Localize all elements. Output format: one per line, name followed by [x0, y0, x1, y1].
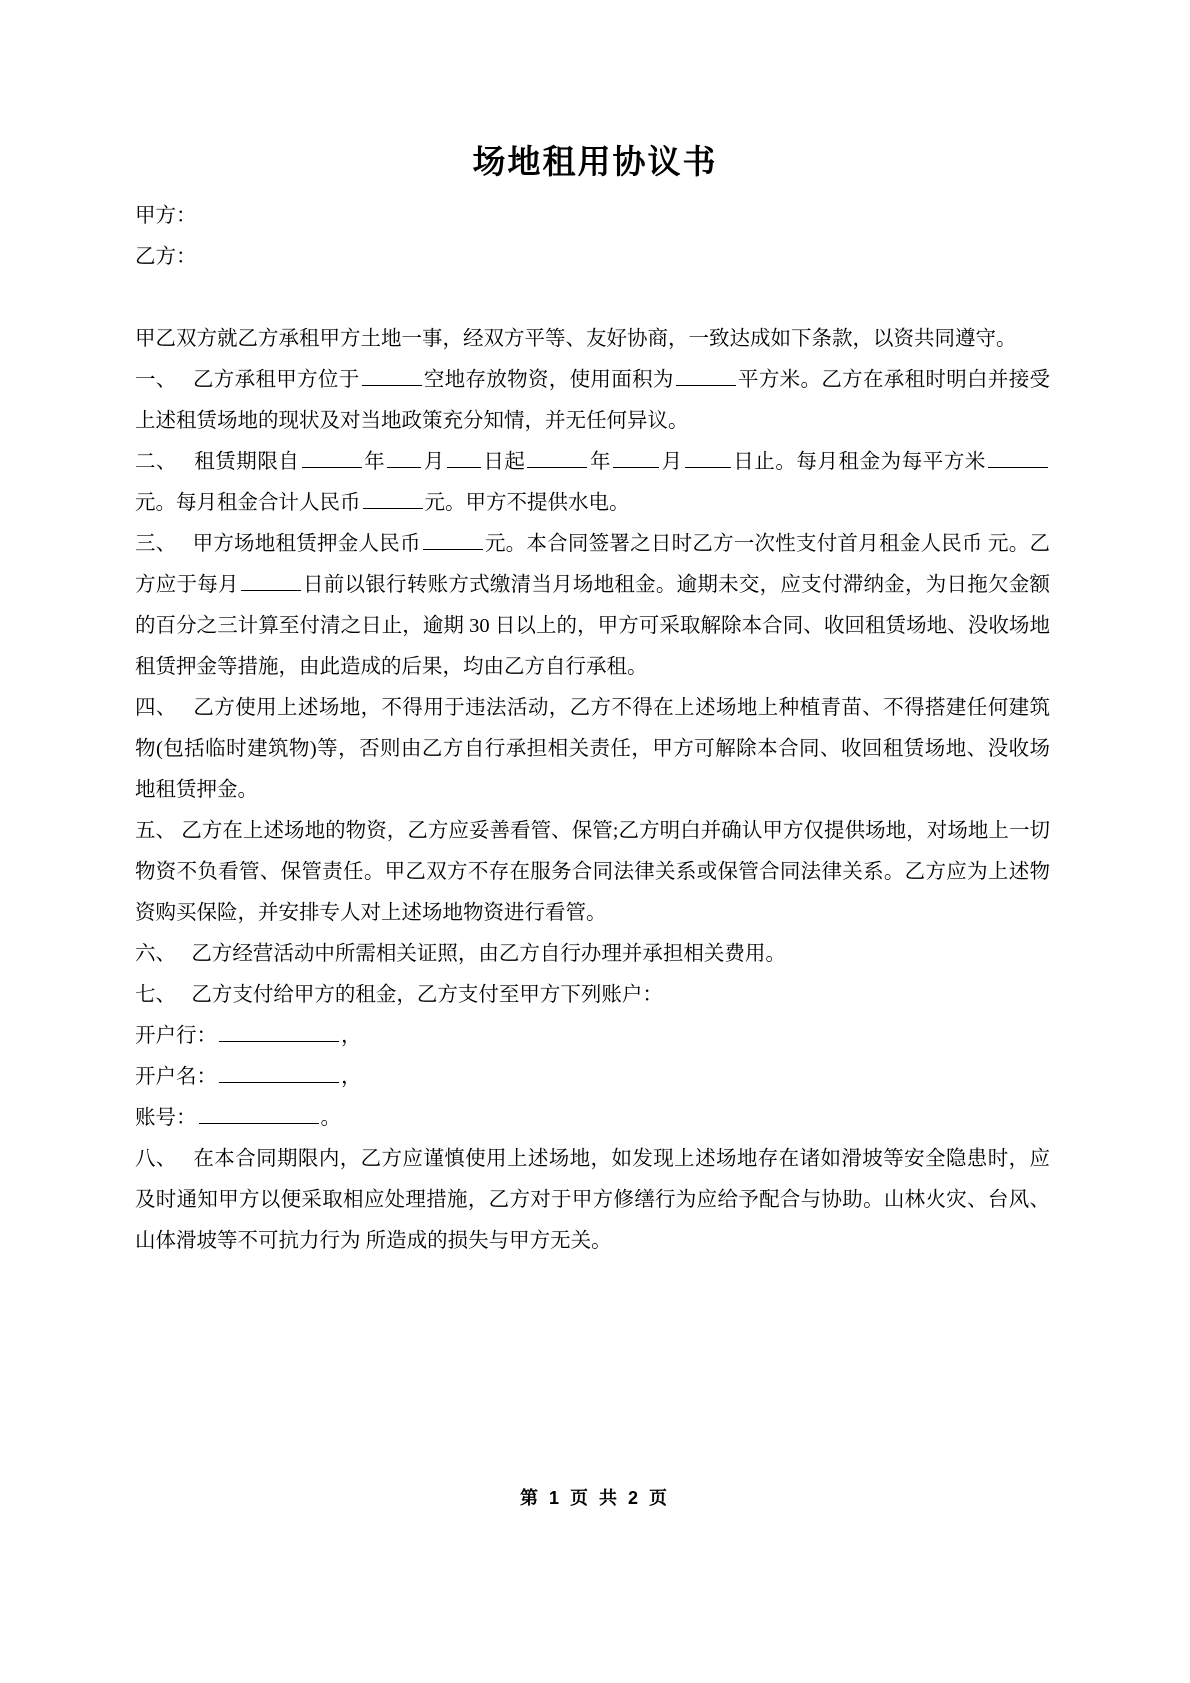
clause-six-text: 乙方经营活动中所需相关证照，由乙方自行办理并承担相关费用。	[191, 943, 786, 965]
fill-blank-total-rent[interactable]	[363, 488, 423, 509]
fill-blank-end-month[interactable]	[613, 447, 659, 468]
clause-one-text-2: 空地存放物资，使用面积为	[423, 369, 674, 391]
clause-one-text-1: 乙方承租甲方位于	[192, 369, 360, 391]
fill-blank-bank-name[interactable]	[219, 1021, 339, 1042]
fill-blank-end-day[interactable]	[685, 447, 731, 468]
fill-blank-end-year[interactable]	[527, 447, 587, 468]
clause-three-text-1: 甲方场地租赁押金人民币	[192, 533, 421, 555]
clause-two-text-4: 日起	[482, 451, 526, 473]
clause-one	[135, 360, 1050, 442]
blank-spacer	[135, 278, 1050, 319]
clause-five-text: 乙方在上述场地的物资，乙方应妥善看管、保管;乙方明白并确认甲方仅提供场地，对场地上一切物资不负看管、保管责任。甲乙双方不存在服务合同法律关系或保管合同法律关系。乙方应为上述物资购买保险，并安排专人对上述场地物资进行看管。	[135, 820, 1051, 924]
clause-two-text-3: 月	[423, 451, 445, 473]
account-number-tail: 。	[320, 1107, 341, 1129]
clause-six	[135, 934, 1050, 975]
fill-blank-deposit[interactable]	[423, 529, 483, 550]
document-body	[135, 196, 1050, 1262]
clause-six-number: 六、	[135, 943, 176, 965]
clause-four-text: 乙方使用上述场地，不得用于违法活动，乙方不得在上述场地上种植青苗、不得搭建任何建筑物(包括临时建筑物)等，否则由乙方自行承担相关责任，甲方可解除本合同、收回租赁场地、没收场地租赁押金。	[135, 697, 1051, 801]
clause-three	[135, 524, 1050, 688]
clause-four-number: 四、	[135, 697, 177, 719]
account-number-line	[135, 1098, 1050, 1139]
preamble-paragraph: 甲乙双方就乙方承租甲方土地一事，经双方平等、友好协商，一致达成如下条款，以资共同遵守。	[135, 328, 1017, 350]
party-line-a: 甲方：	[135, 205, 197, 227]
account-name-line	[135, 1057, 1050, 1098]
clause-two-text-5: 年	[589, 451, 612, 473]
clause-one-text-3: 平方米。乙方在承租时明白并接受上述租赁场地的现状及对当地政策充分知情，并无任何异议。	[135, 369, 1051, 432]
fill-blank-start-day[interactable]	[447, 447, 481, 468]
account-name-label: 开户名：	[135, 1066, 217, 1088]
clause-two-text-8: 元。每月租金合计人民币	[135, 492, 361, 514]
clause-two	[135, 442, 1050, 524]
fill-blank-account-name[interactable]	[219, 1062, 339, 1083]
clause-two-text-6: 月	[661, 451, 683, 473]
clause-seven-number: 七、	[135, 984, 176, 1006]
clause-three-number: 三、	[135, 533, 177, 555]
fill-blank-location[interactable]	[362, 365, 422, 386]
clause-two-number: 二、	[135, 451, 178, 473]
fill-blank-account-number[interactable]	[199, 1103, 319, 1124]
fill-blank-start-year[interactable]	[302, 447, 362, 468]
clause-two-text-2: 年	[363, 451, 386, 473]
bank-name-tail: ，	[341, 1025, 362, 1047]
clause-five-number: 五、	[135, 820, 177, 842]
clause-two-text-1: 租赁期限自	[194, 451, 300, 473]
page-footer: 第 1 页 共 2 页	[519, 1488, 671, 1508]
bank-name-label: 开户行：	[135, 1025, 217, 1047]
fill-blank-payment-day[interactable]	[241, 570, 301, 591]
clause-five	[135, 811, 1050, 934]
page-title: 场地租用协议书	[472, 143, 718, 180]
clause-eight-text: 在本合同期限内，乙方应谨慎使用上述场地，如发现上述场地存在诸如滑坡等安全隐患时，应及时通知甲方以便采取相应处理措施，乙方对于甲方修缮行为应给予配合与协助。山林火灾、台风、山体滑坡等不可抗力行为 所造成的损失与甲方无关。	[135, 1148, 1051, 1252]
clause-two-text-7: 日止。每月租金为每平方米	[732, 451, 986, 473]
account-name-tail: ，	[341, 1066, 362, 1088]
clause-seven-text: 乙方支付给甲方的租金，乙方支付至甲方下列账户：	[191, 984, 663, 1006]
fill-blank-area[interactable]	[676, 365, 736, 386]
clause-eight-number: 八、	[135, 1148, 177, 1170]
clause-three-text-3: 日前以银行转账方式缴清当月场地租金。逾期未交，应支付滞纳金，为日拖欠金额的百分之三计算至付清之日止，逾期 30 日以上的，甲方可采取解除本合同、收回租赁场地、没收场地租赁押金等措施，由此造成的后果，均由乙方自行承租。	[135, 574, 1050, 678]
clause-eight	[135, 1139, 1050, 1262]
bank-name-line	[135, 1016, 1050, 1057]
fill-blank-unit-rent[interactable]	[988, 447, 1048, 468]
clause-one-number: 一、	[135, 369, 177, 391]
fill-blank-start-month[interactable]	[387, 447, 421, 468]
account-number-label: 账号：	[135, 1107, 197, 1129]
clause-four	[135, 688, 1050, 811]
clause-two-text-9: 元。甲方不提供水电。	[424, 492, 630, 514]
clause-three-text-2: 元。本合同签署之日时乙方一次性支付首月租金人民币 元。乙方应于每月	[135, 533, 1051, 596]
party-line-b: 乙方：	[135, 246, 197, 268]
clause-seven	[135, 975, 1050, 1016]
